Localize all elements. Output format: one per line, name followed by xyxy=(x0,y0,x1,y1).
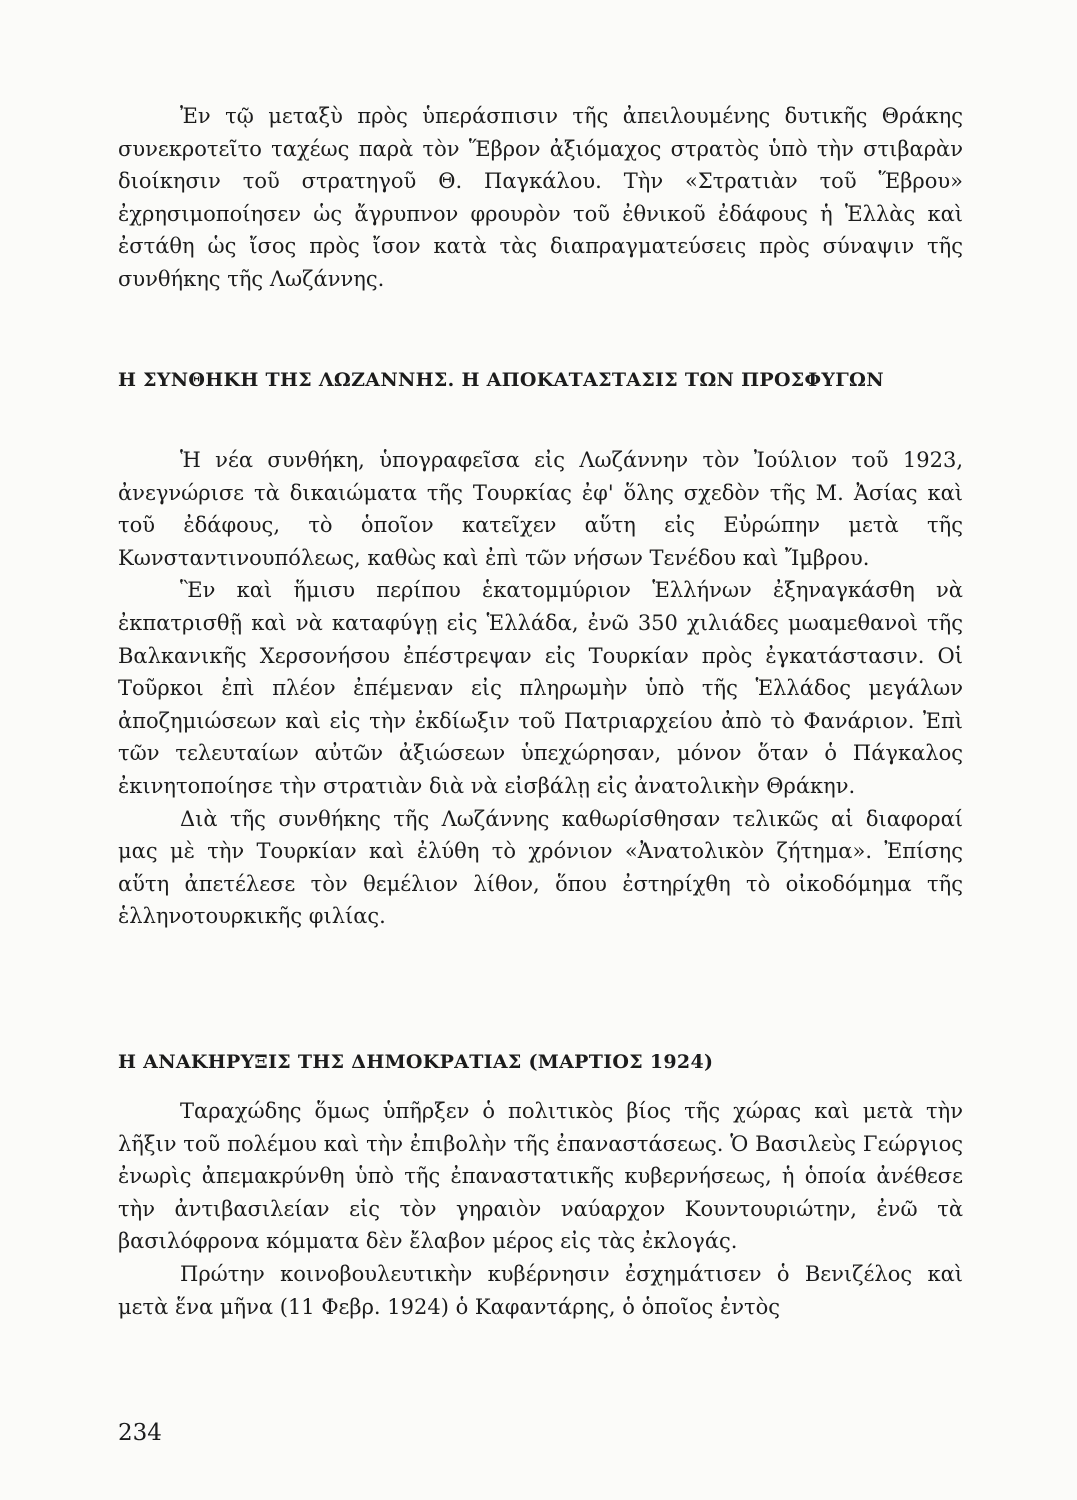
page-number: 234 xyxy=(118,1420,162,1446)
intro-section xyxy=(118,100,963,296)
section-heading-lausanne: Η ΣΥΝΘΗΚΗ ΤΗΣ ΛΩΖΑΝΝΗΣ. Η ΑΠΟΚΑΤΑΣΤΑΣΙΣ ΤΩΝ ΠΡΟΣΦΥΓΩΝ xyxy=(118,369,884,391)
body-paragraph: Πρώτην κοινοβουλευτικὴν κυβέρνησιν ἐσχημάτισεν ὁ Βενιζέλος καὶ μετὰ ἕνα μῆνα (11 Φεβρ. 1924) ὁ Καφαντάρης, ὁ ὁποῖος ἐντὸς xyxy=(118,1261,963,1319)
body-paragraph: Ἓν καὶ ἥμισυ περίπου ἑκατομμύριον Ἑλλήνων ἐξηναγκάσθη νὰ ἐκπατρισθῇ καὶ νὰ καταφύγῃ εἰς Ἑλλάδα, ἐνῶ 350 χιλιάδες μωαμεθανοὶ τῆς Βαλκανικῆς Χερσονήσου ἐπέστρεψαν εἰς Τουρκίαν πρὸς ἐγκατάστασιν. Οἱ Τοῦρκοι ἐπὶ πλέον ἐπέμεναν εἰς πληρωμὴν ὑπὸ τῆς Ἑλλάδος μεγάλων ἀποζημιώσεων καὶ εἰς τὴν ἐκδίωξιν τοῦ Πατριαρχείου ἀπὸ τὸ Φανάριον. Ἐπὶ τῶν τελευταίων αὐτῶν ἀξιώσεων ὑπεχώρησαν, μόνον ὅταν ὁ Πάγκαλος ἐκινητοποίησε τὴν στρατιὰν διὰ νὰ εἰσβάλῃ εἰς ἀνατολικὴν Θράκην. xyxy=(118,578,963,798)
heading-democracy-section xyxy=(118,1046,963,1078)
body-paragraph: Διὰ τῆς συνθήκης τῆς Λωζάννης καθωρίσθησαν τελικῶς αἱ διαφοραί μας μὲ τὴν Τουρκίαν καὶ ἐλύθη τὸ χρόνιον «Ἀνατολικὸν ζήτημα». Ἐπίσης αὕτη ἀπετέλεσε τὸν θεμέλιον λίθον, ὅπου ἐστηρίχθη τὸ οἰκοδόμημα τῆς ἑλληνοτουρκικῆς φιλίας. xyxy=(118,806,963,929)
democracy-section-body xyxy=(118,1095,963,1323)
body-paragraph: Ταραχώδης ὅμως ὑπῆρξεν ὁ πολιτικὸς βίος τῆς χώρας καὶ μετὰ τὴν λῆξιν τοῦ πολέμου καὶ τὴν ἐπιβολὴν τῆς ἐπαναστάσεως. Ὁ Βασιλεὺς Γεώργιος ἐνωρὶς ἀπεμακρύνθη ὑπὸ τῆς ἐπαναστατικῆς κυβερνήσεως, ἡ ὁποία ἀνέθεσε τὴν ἀντιβασιλείαν εἰς τὸν γηραιὸν ναύαρχον Κουντουριώτην, ἐνῶ τὰ βασιλόφρονα κόμματα δὲν ἔλαβον μέρος εἰς τὰς ἐκλογάς. xyxy=(118,1099,963,1254)
intro-paragraph: Ἐν τῷ μεταξὺ πρὸς ὑπεράσπισιν τῆς ἀπειλουμένης δυτικῆς Θράκης συνεκροτεῖτο ταχέως παρὰ τὸν Ἕβρον ἀξιόμαχος στρατὸς ὑπὸ τὴν στιβαρὰν διοίκησιν τοῦ στρατηγοῦ Θ. Παγκάλου. Τὴν «Στρατιὰν τοῦ Ἕβρου» ἐχρησιμοποίησεν ὡς ἄγρυπνον φρουρὸν τοῦ ἐθνικοῦ ἐδάφους ἡ Ἑλλὰς καὶ ἐστάθη ὡς ἴσος πρὸς ἴσον κατὰ τὰς διαπραγματεύσεις πρὸς σύναψιν τῆς συνθήκης τῆς Λωζάννης. xyxy=(118,104,963,291)
section-heading-democracy: Η ΑΝΑΚΗΡΥΞΙΣ ΤΗΣ ΔΗΜΟΚΡΑΤΙΑΣ (ΜΑΡΤΙΟΣ 1924) xyxy=(118,1051,714,1073)
heading-lausanne-section xyxy=(118,364,963,396)
lausanne-section-body xyxy=(118,444,963,933)
body-paragraph: Ἡ νέα συνθήκη, ὑπογραφεῖσα εἰς Λωζάννην τὸν Ἰούλιον τοῦ 1923, ἀνεγνώρισε τὰ δικαιώματα τῆς Τουρκίας ἐφ' ὅλης σχεδὸν τῆς Μ. Ἀσίας καὶ τοῦ ἐδάφους, τὸ ὁποῖον κατεῖχεν αὕτη εἰς Εὐρώπην μετὰ τῆς Κωνσταντινουπόλεως, καθὼς καὶ ἐπὶ τῶν νήσων Τενέδου καὶ Ἴμβρου. xyxy=(118,448,963,570)
